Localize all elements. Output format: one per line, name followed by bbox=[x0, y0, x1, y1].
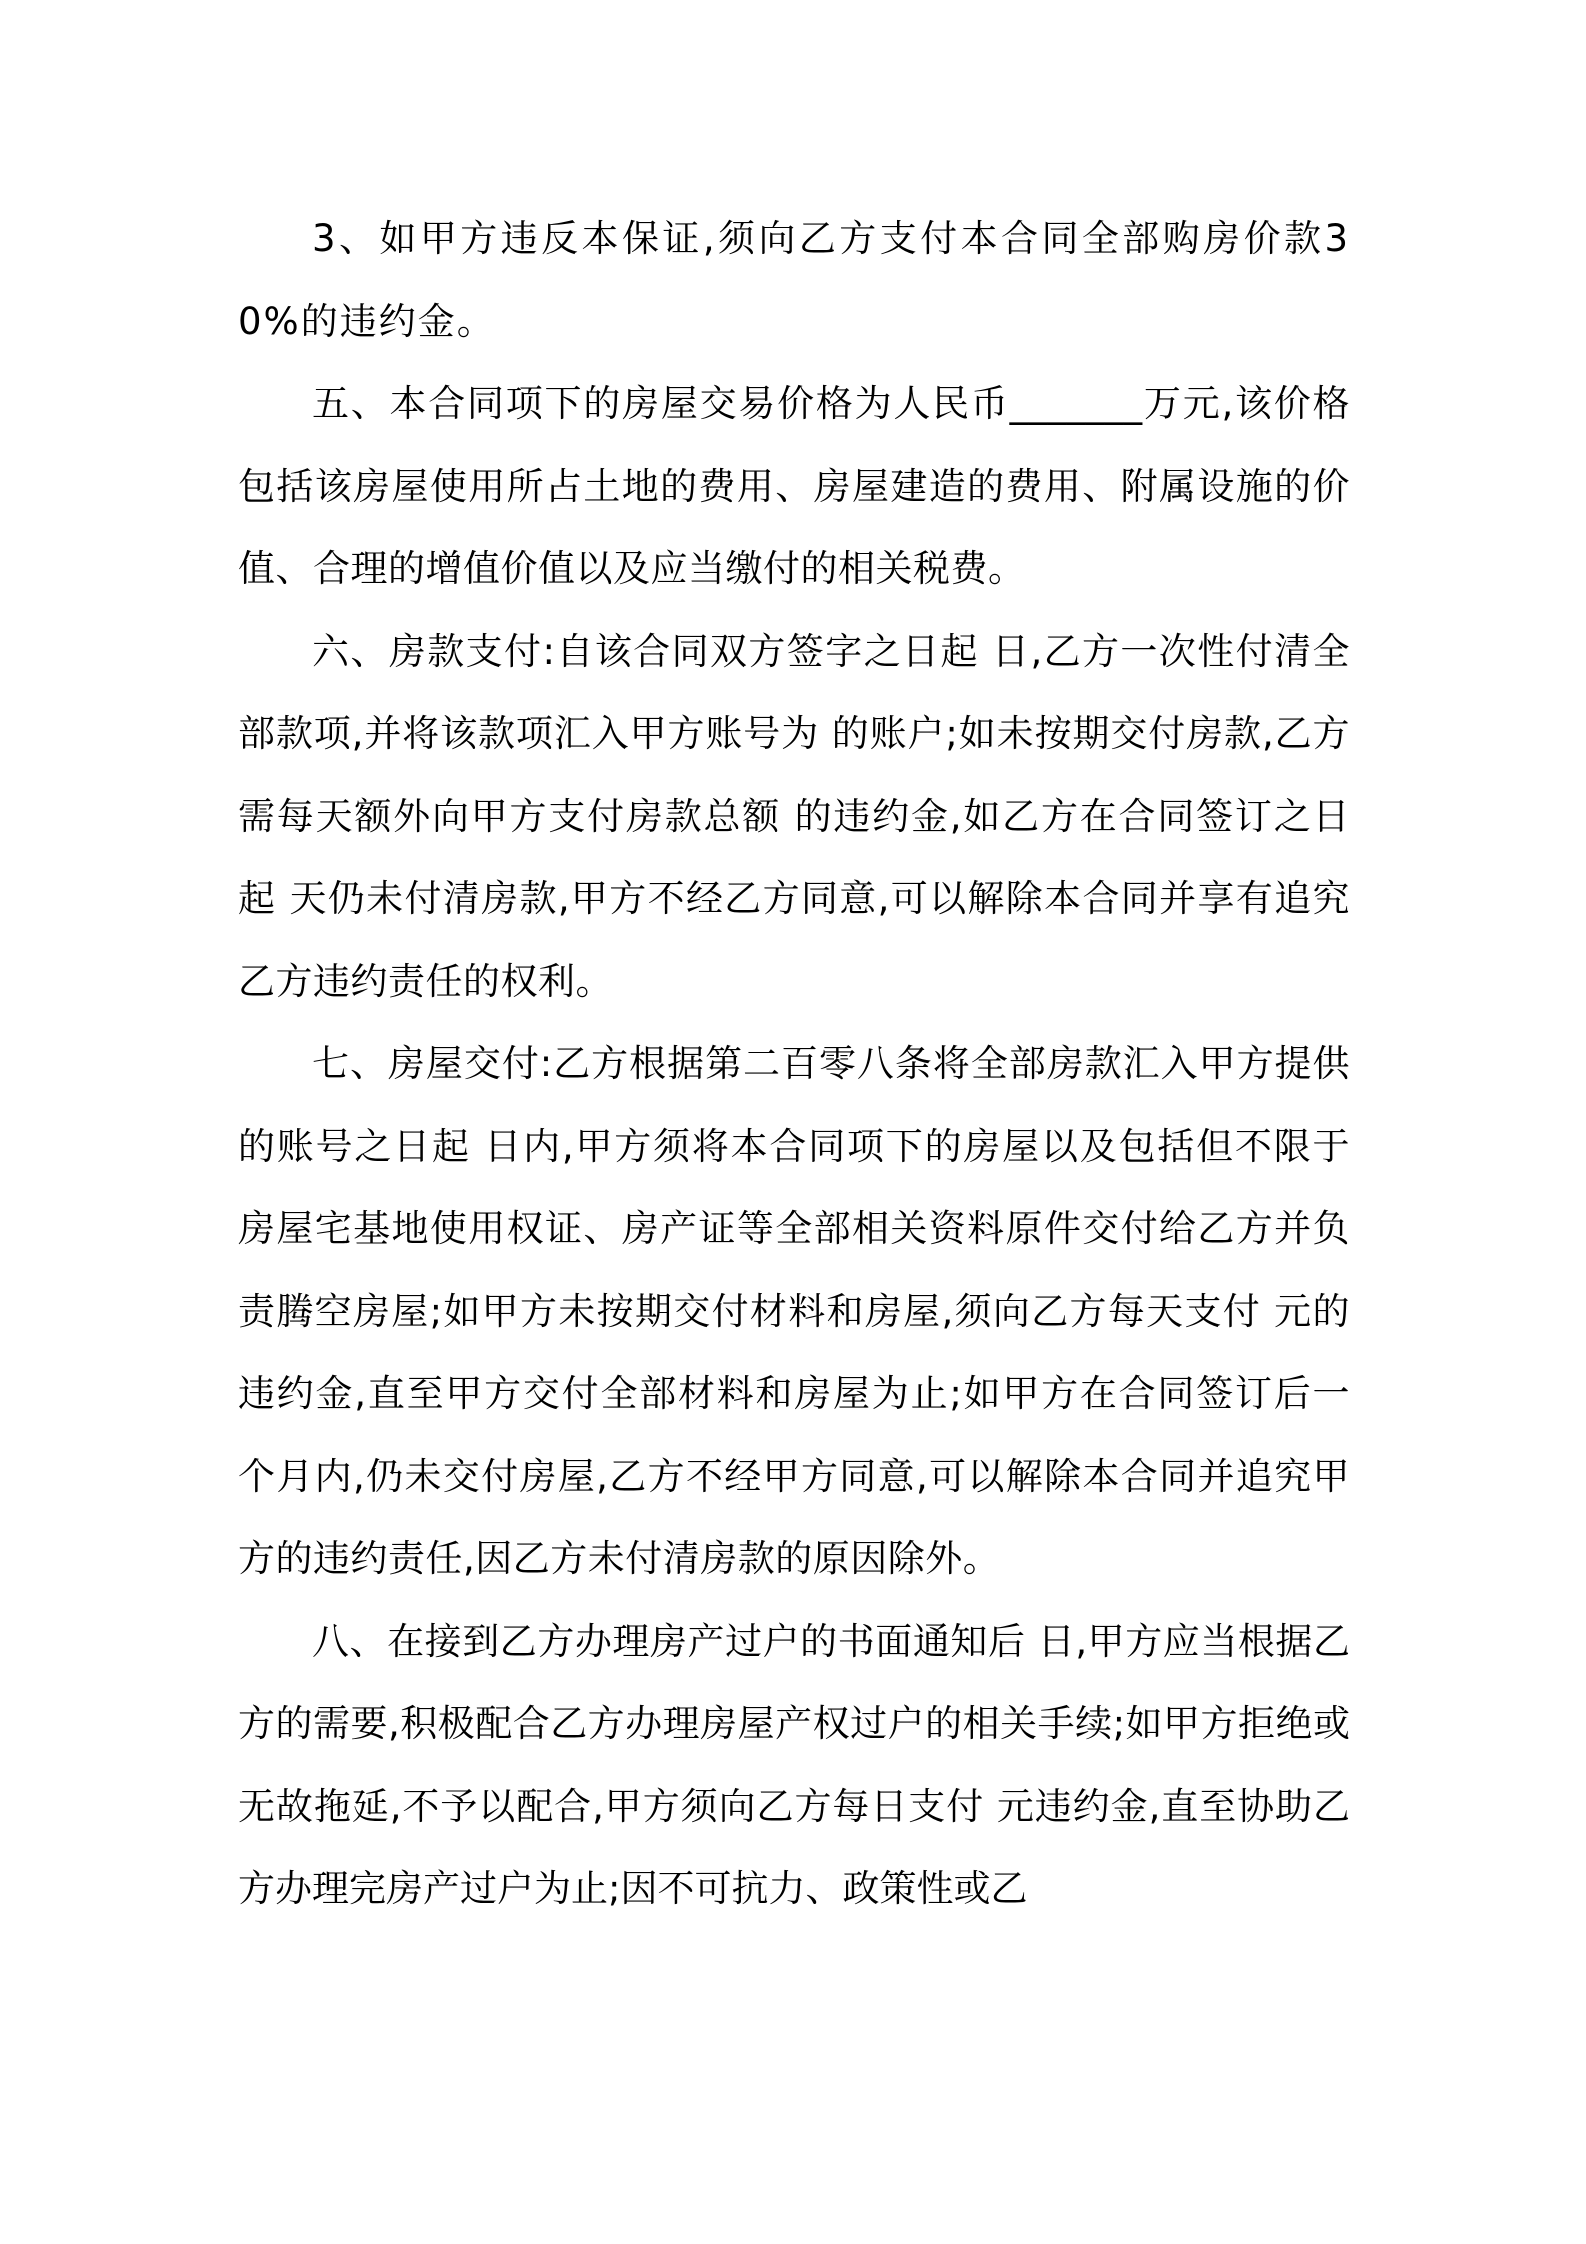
paragraph-clause-7-delivery: 七、房屋交付:乙方根据第二百零八条将全部房款汇入甲方提供的账号之日起 日内,甲方须将本合同项下的房屋以及包括但不限于房屋宅基地使用权证、房产证等全部相关资料原件交付给乙方并负责腾空房屋;如甲方未按期交付材料和房屋,须向乙方每天支付 元的违约金,直至甲方交付全部材料和房屋为止;如甲方在合同签订后一个月内,仍未交付房屋,乙方不经甲方同意,可以解除本合同并追究甲方的违约责任,因乙方未付清房款的原因除外。 bbox=[238, 1042, 1350, 1580]
paragraph-clause-3-breach-penalty: 3、如甲方违反本保证,须向乙方支付本合同全部购房价款30%的违约金。 bbox=[238, 217, 1350, 343]
paragraph-clause-8-transfer: 八、在接到乙方办理房产过户的书面通知后 日,甲方应当根据乙方的需要,积极配合乙方办理房屋产权过户的相关手续;如甲方拒绝或无故拖延,不予以配合,甲方须向乙方每日支付 元违约金,直至协助乙方办理完房产过户为止;因不可抗力、政策性或乙 bbox=[238, 1619, 1350, 1910]
paragraph-clause-5-price: 五、本合同项下的房屋交易价格为人民币_______万元,该价格包括该房屋使用所占土地的费用、房屋建造的费用、附属设施的价值、合理的增值价值以及应当缴付的相关税费。 bbox=[238, 382, 1350, 590]
document-body bbox=[238, 198, 1350, 1931]
paragraph-clause-6-payment: 六、房款支付:自该合同双方签字之日起 日,乙方一次性付清全部款项,并将该款项汇入甲方账号为 的账户;如未按期交付房款,乙方需每天额外向甲方支付房款总额 的违约金,如乙方在合同签订之日起 天仍未付清房款,甲方不经乙方同意,可以解除本合同并享有追究乙方违约责任的权利。 bbox=[238, 629, 1350, 1003]
